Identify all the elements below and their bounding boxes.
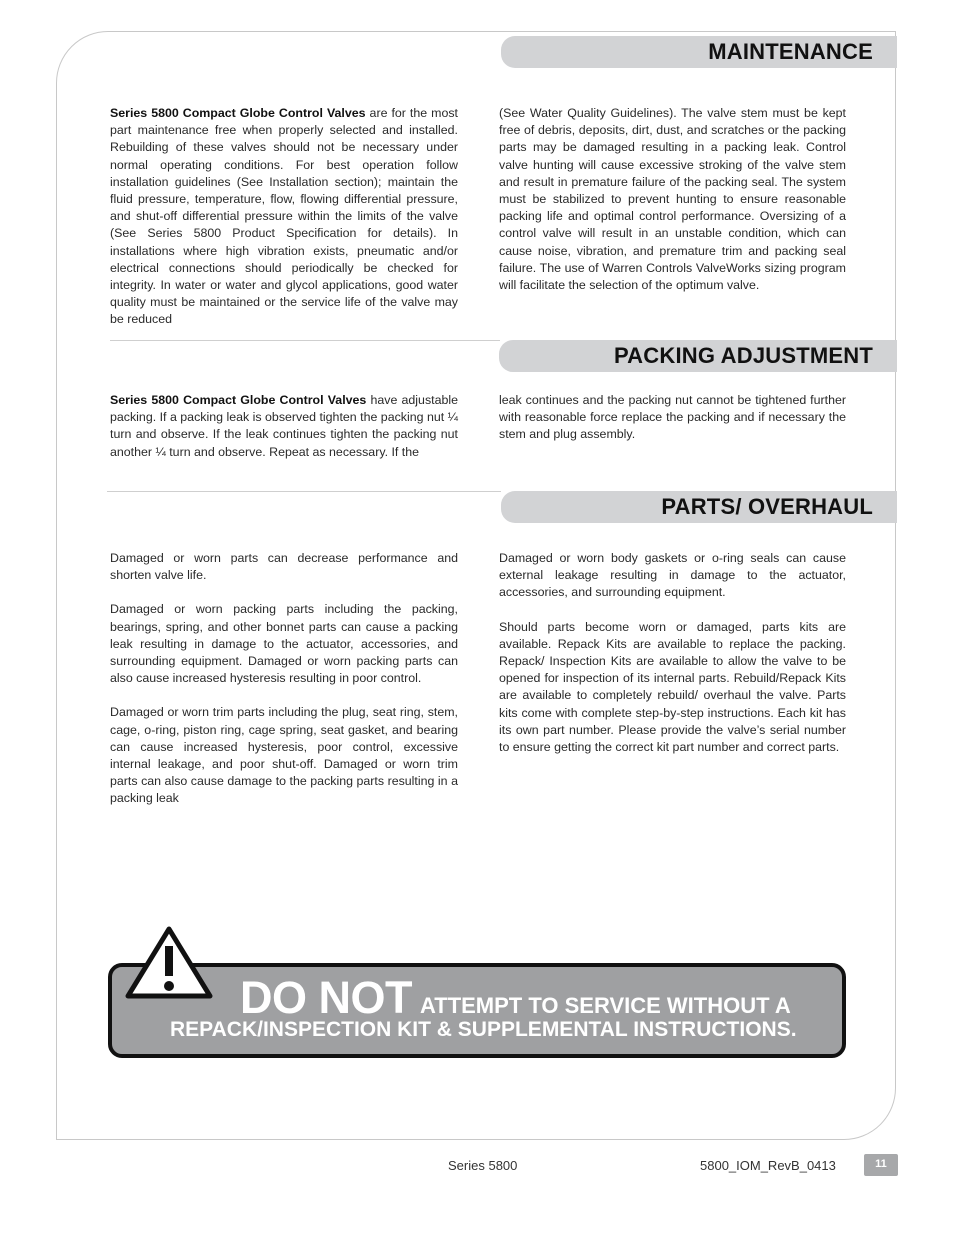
warning-triangle-icon <box>122 924 216 1002</box>
parts-left-paragraph: Damaged or worn trim parts including the plug, seat ring, stem, cage, o-ring, piston ring, cage spring, seat gasket, and bearing can cause increased hysteresis, poor control, excessive internal leakage, and poor shut-off. Damaged or worn trim parts can also cause damage to the packing parts resulting in a packing leak <box>110 705 458 806</box>
maintenance-left-text: are for the most part maintenance free when properly selected and installed. Rebuilding of these valves should not be necessary under normal operating conditions. For best operation follow installation guidelines (See Installation section); maintain the fluid pressure, temperature, flow, flowing differential pressure, and shut-off differential pressure within the limits of the valve (See Series 5800 Product Specification for details). In installations where high vibration exists, pneumatic and/or electrical connections should periodically be checked for integrity. In water or water and glycol applications, good water quality must be maintained or the service life of the valve may be reduced <box>110 106 459 327</box>
footer-doc-id: 5800_IOM_RevB_0413 <box>700 1158 836 1173</box>
parts-left-column <box>110 550 458 825</box>
packing-adjustment-header <box>499 340 897 372</box>
section-divider <box>107 491 501 492</box>
maintenance-left-paragraph <box>110 105 458 329</box>
parts-overhaul-header <box>501 491 897 523</box>
packing-left-paragraph <box>110 392 458 461</box>
maintenance-right-column <box>499 105 846 311</box>
series-name-lead: Series 5800 Compact Globe Control Valves <box>110 393 367 407</box>
packing-adjustment-title: PACKING ADJUSTMENT <box>613 343 873 368</box>
series-name-lead: Series 5800 Compact Globe Control Valves <box>110 106 366 120</box>
parts-left-paragraph: Damaged or worn packing parts including the packing, bearings, spring, and other bonnet parts can cause a packing leak resulting in damage to the actuator, accessories, and surrounding equipment. Damaged or worn packing parts can also cause increased hysteresis resulting in poor control. <box>110 602 458 686</box>
section-divider <box>110 340 500 341</box>
parts-right-paragraph: Damaged or worn body gaskets or o-ring seals can cause external leakage resulting in damage to the actuator, accessories, and surrounding equipment. <box>499 551 846 600</box>
parts-right-column <box>499 550 846 773</box>
warning-line-2: REPACK/INSPECTION KIT & SUPPLEMENTAL INSTRUCTIONS. <box>170 1018 797 1041</box>
maintenance-header <box>501 36 897 68</box>
maintenance-left-column <box>110 105 458 346</box>
parts-right-paragraph: Should parts become worn or damaged, parts kits are available. Repack Kits are available to replace the packing. Repack/ Inspection Kits are available to allow the valve to be opened for inspection of its internal parts. Rebuild/Repack Kits are available to completely rebuild/ overhaul the valve. Parts kits come with complete step-by-step instructions. Each kit has its own part number. Please provide the valve’s serial number to ensure getting the correct kit part number and correct parts. <box>499 619 846 755</box>
maintenance-title: MAINTENANCE <box>708 39 873 64</box>
footer-series: Series 5800 <box>448 1158 518 1173</box>
parts-overhaul-title: PARTS/ OVERHAUL <box>661 494 873 519</box>
packing-right-paragraph: leak continues and the packing nut cannot be tightened further with reasonable force replace the packing and if necessary the stem and plug assembly. <box>499 393 846 442</box>
maintenance-right-paragraph: (See Water Quality Guidelines). The valve stem must be kept free of debris, deposits, dirt, dust, and scratches or the packing parts may be damaged resulting in a packing leak. Control valve hunting will cause excessive stroking of the valve stem and result in premature failure of the packing seal. The system must be stabilized to prevent hunting to ensure reasonable packing life and optimal control performance. Oversizing of a control valve will result in an unstable condition, which can cause noise, vibration, and premature trim and packing seal failure. The use of Warren Controls ValveWorks sizing program will facilitate the selection of the optimum valve. <box>499 106 846 293</box>
packing-left-column <box>110 392 458 478</box>
warning-line-1 <box>240 972 791 1024</box>
page-number-badge: 11 <box>864 1154 898 1176</box>
packing-right-column <box>499 392 846 461</box>
parts-left-paragraph: Damaged or worn parts can decrease performance and shorten valve life. <box>110 551 458 583</box>
packing-left-text: have adjustable packing. If a packing leak is observed tighten the packing nut ¼ turn and observe. If the leak continues tighten the packing nut another ¼ turn and observe. Repeat as necessary. If the <box>110 393 459 459</box>
warning-text-1: ATTEMPT TO SERVICE WITHOUT A <box>420 993 791 1018</box>
warning-do-not: DO NOT <box>240 972 412 1023</box>
